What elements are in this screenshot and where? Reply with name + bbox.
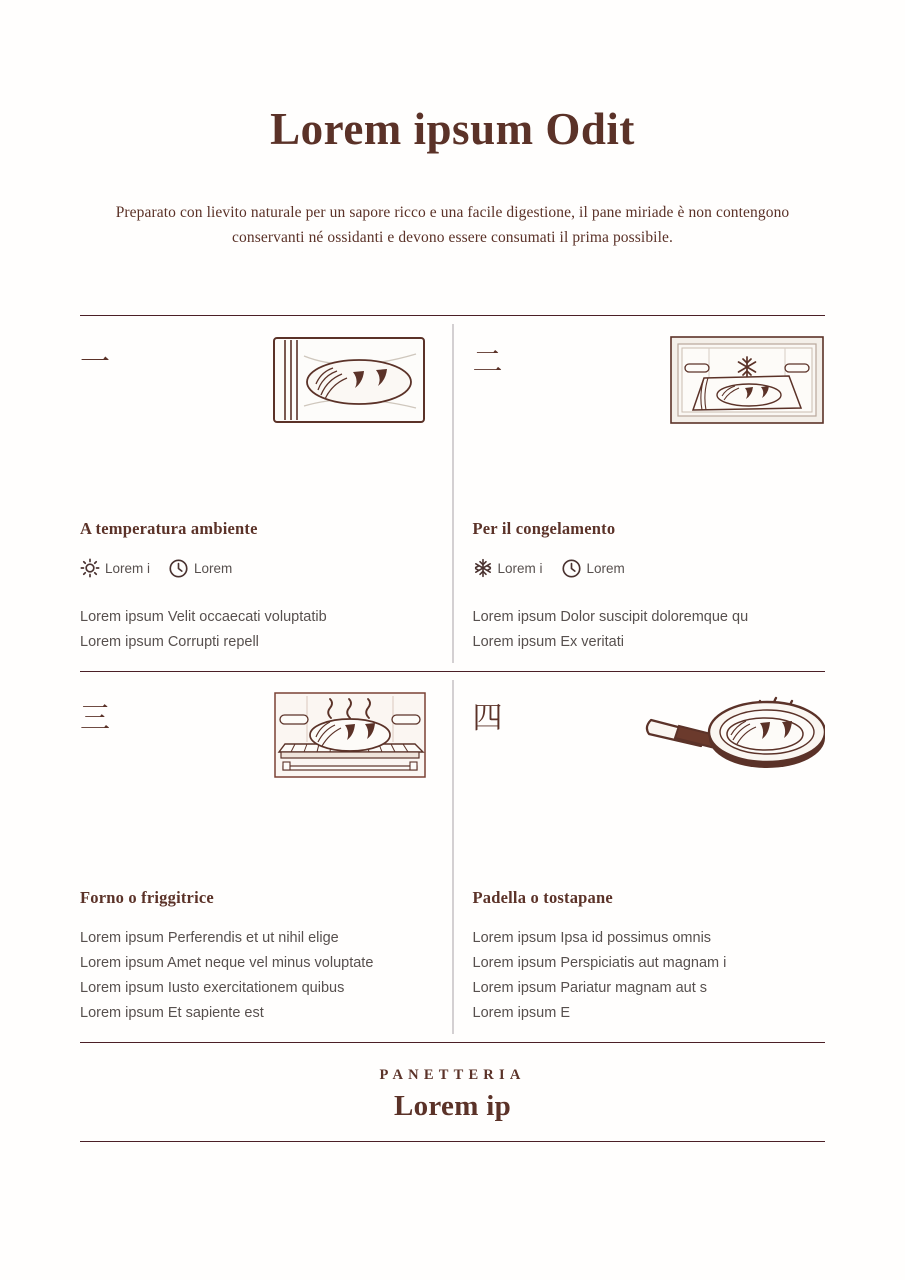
brand-name: Lorem ip	[393, 1089, 512, 1122]
pan-with-bread-illustration	[643, 690, 825, 776]
card-3-heading: Forno o friggitrice	[80, 888, 214, 908]
snowflake-icon	[473, 558, 493, 578]
body-line: Lorem ipsum Dolor suscipit doloremque qu	[472, 609, 749, 626]
meta-label: Lorem i	[105, 560, 151, 576]
clock-icon	[168, 558, 189, 579]
card-4-text	[473, 888, 826, 1026]
body-line: Lorem ipsum Perferendis et ut nihil elige	[80, 930, 339, 947]
meta-item	[168, 558, 232, 579]
brand-kicker: PANETTERIA	[379, 1066, 526, 1083]
meta-item	[80, 558, 150, 578]
freezer-with-bread-illustration	[669, 334, 825, 426]
numeral-three: 三	[80, 700, 110, 736]
card-3-visual	[80, 690, 427, 810]
body-line: Lorem ipsum Ipsa id possimus omnis	[472, 930, 712, 947]
body-line: Lorem ipsum Perspiciatis aut magnam i	[472, 955, 727, 972]
card-3-lines	[80, 926, 427, 1026]
card-2-heading: Per il congelamento	[472, 519, 616, 539]
clock-icon	[561, 558, 582, 579]
numeral-four: 四	[472, 700, 503, 736]
instruction-card-2	[453, 316, 826, 671]
card-1-text	[80, 519, 427, 655]
body-line: Lorem ipsum Velit occaecati voluptatib	[80, 609, 327, 626]
instruction-card-4	[453, 672, 826, 1042]
card-1-visual	[80, 334, 427, 454]
card-4-visual	[473, 690, 826, 810]
body-line: Lorem ipsum Iusto exercitationem quibus	[80, 980, 345, 997]
card-2-text	[473, 519, 826, 655]
meta-item	[473, 558, 543, 578]
card-2-meta	[473, 557, 826, 579]
instruction-card-1	[80, 316, 453, 671]
card-1-heading: A temperatura ambiente	[80, 519, 258, 539]
card-3-text	[80, 888, 427, 1026]
oven-with-bread-illustration	[273, 690, 427, 780]
page-subtitle: Preparato con lievito naturale per un sapore ricco e una facile digestione, il pane miriade è non contengono conservanti né ossidanti e devono essere consumati il prima possibile.	[115, 203, 790, 246]
card-2-lines	[473, 605, 826, 655]
instruction-row-1	[80, 316, 825, 671]
document-header	[0, 0, 905, 250]
body-line: Lorem ipsum Pariatur magnam aut s	[472, 980, 708, 997]
meta-label: Lorem	[194, 560, 233, 576]
instruction-row-2	[80, 672, 825, 1042]
card-4-heading: Padella o tostapane	[472, 888, 613, 908]
card-1-meta	[80, 557, 427, 579]
body-line: Lorem ipsum Et sapiente est	[80, 1005, 264, 1022]
body-line: Lorem ipsum Ex veritati	[472, 634, 624, 651]
numeral-one: 一	[80, 344, 110, 380]
divider-footer	[80, 1141, 825, 1142]
body-line: Lorem ipsum Amet neque vel minus voluptate	[80, 955, 374, 972]
card-1-lines	[80, 605, 427, 655]
meta-item	[561, 558, 625, 579]
body-line: Lorem ipsum E	[472, 1005, 571, 1022]
card-2-visual	[473, 334, 826, 454]
sun-icon	[80, 558, 100, 578]
meta-label: Lorem i	[497, 560, 543, 576]
body-line: Lorem ipsum Corrupti repell	[80, 634, 259, 651]
card-4-lines	[473, 926, 826, 1026]
page-title: Lorem ipsum Odit	[270, 104, 635, 154]
numeral-two: 二	[472, 344, 503, 380]
meta-label: Lorem	[586, 560, 625, 576]
document-footer	[80, 1043, 825, 1141]
instruction-card-3	[80, 672, 453, 1042]
bread-in-bag-illustration	[271, 334, 427, 426]
